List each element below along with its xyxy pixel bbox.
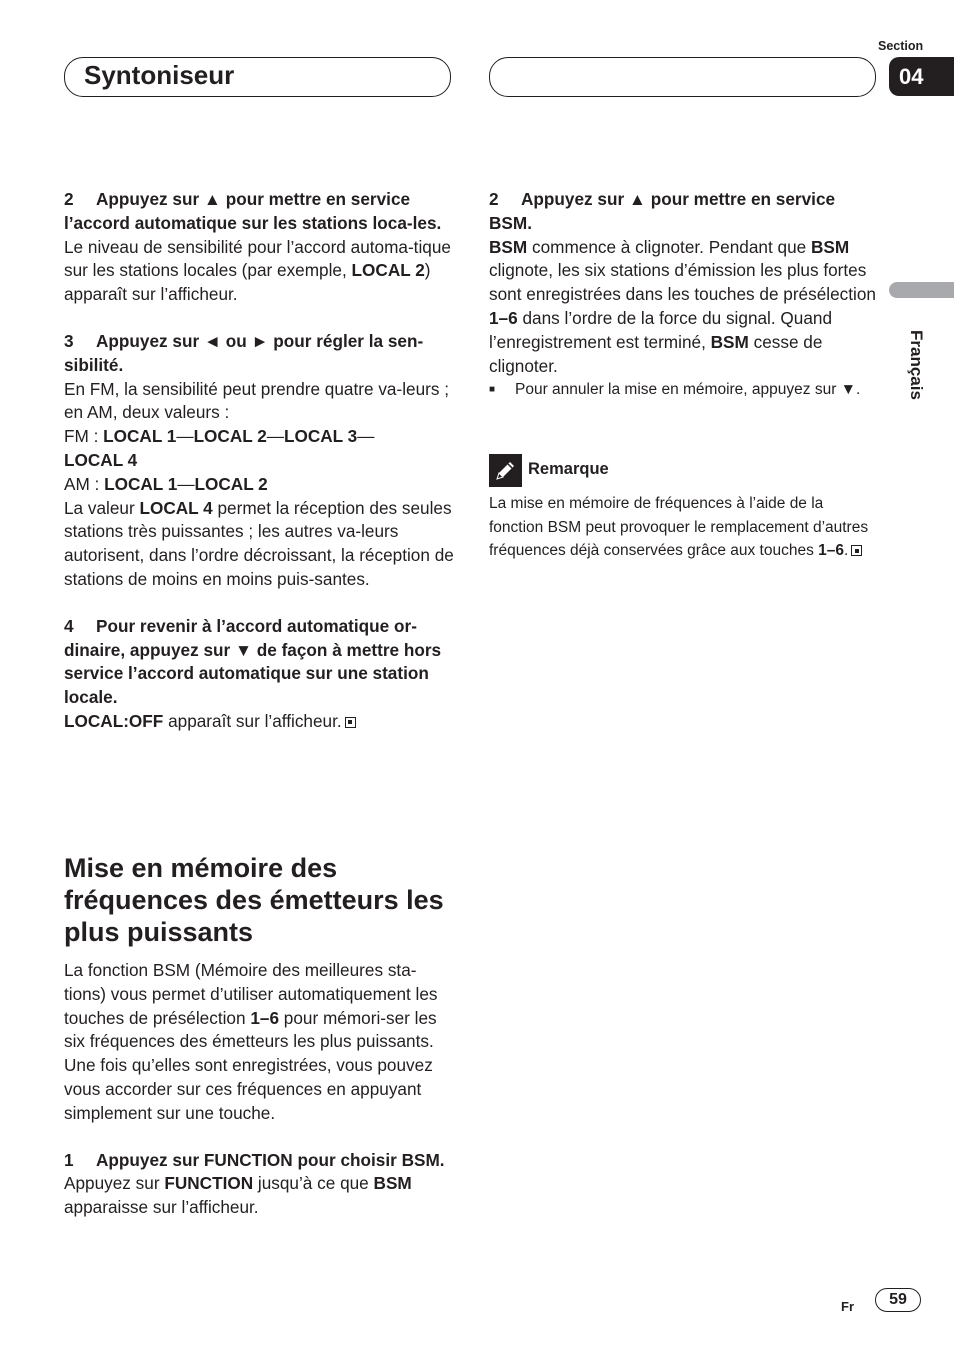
note-pencil-icon — [489, 454, 522, 487]
language-tab — [889, 282, 954, 298]
section-number-badge: 04 — [889, 57, 954, 96]
step-3-body: En FM, la sensibilité peut prendre quatre va-leurs ; en AM, deux valeurs : FM : LOCAL 1—LOCAL 2—LOCAL 3— LOCAL 4 AM : LOCAL 1—LOCAL 2 La valeur LOCAL 4 permet la réception des seules stations très puissantes ; les autres va-leurs autorisent, dans l’ordre décroissant, la réception de stations de moins en moins puis-santes. — [64, 378, 454, 589]
note-label: Remarque — [528, 460, 609, 478]
step-4-heading: 4 Pour revenir à l’accord automatique or-dinaire, appuyez sur ▼ de façon à mettre hors service l’accord automatique sur une station locale. — [64, 615, 442, 708]
header-title: Syntoniseur — [84, 60, 235, 90]
bullet-icon: ■ — [489, 384, 496, 396]
footer-lang-code: Fr — [841, 1299, 854, 1314]
bsm-step-1-body: Appuyez sur FUNCTION jusqu’à ce que BSM apparaisse sur l’afficheur. — [64, 1173, 412, 1218]
step-4-body: LOCAL:OFF apparaît sur l’afficheur. — [64, 710, 454, 734]
right-column — [489, 188, 881, 402]
section-label: Section — [878, 39, 924, 53]
language-label: Français — [907, 330, 926, 400]
step-2-body: Le niveau de sensibilité pour l’accord automa-tique sur les stations locales (par exemple, LOCAL 2) apparaît sur l’afficheur. — [64, 236, 451, 305]
step-3-heading: 3 Appuyez sur ◄ ou ► pour régler la sen-sibilité. — [64, 330, 424, 375]
bsm-step-1-heading: 1 Appuyez sur FUNCTION pour choisir BSM. — [64, 1149, 445, 1170]
cancel-bullet: ■ Pour annuler la mise en mémoire, appuyez sur ▼. — [489, 378, 881, 402]
am-levels: AM : LOCAL 1—LOCAL 2 — [64, 473, 268, 494]
page-number: 59 — [875, 1288, 921, 1312]
note-text: La mise en mémoire de fréquences à l’aide de la fonction BSM peut provoquer le remplacement d’autres fréquences déjà conservées grâce aux touches 1–6. — [489, 495, 869, 559]
end-mark-icon — [851, 545, 862, 556]
fm-levels: FM : LOCAL 1—LOCAL 2—LOCAL 3— LOCAL 4 — [64, 426, 375, 470]
end-mark-icon — [345, 717, 356, 728]
bsm-step-2-body: BSM commence à clignoter. Pendant que BSM clignote, les six stations d’émission les plus fortes sont enregistrées dans les touches de présélection 1–6 dans l’ordre de la force du signal. Quand l’enregistrement est terminé, BSM cesse de clignoter. — [489, 236, 876, 376]
bsm-step-2-heading: 2 Appuyez sur ▲ pour mettre en service BSM. — [489, 189, 836, 233]
section-heading: Mise en mémoire des fréquences des émetteurs les plus puissants — [64, 853, 444, 947]
bsm-section — [64, 852, 454, 1220]
step-2-heading: 2 Appuyez sur ▲ pour mettre en service l’accord automatique sur les stations loca-les. — [64, 189, 442, 233]
header-right-frame — [489, 57, 876, 97]
bsm-intro: La fonction BSM (Mémoire des meilleures sta-tions) vous permet d’utiliser automatiquement les touches de présélection 1–6 pour mémori-ser les six fréquences des émetteurs les plus puissants. Une fois qu’elles sont enregistrées, vous pouvez vous accorder sur ces fréquences en appuyant simplement sur une touche. — [64, 960, 438, 1123]
left-column — [64, 188, 454, 734]
